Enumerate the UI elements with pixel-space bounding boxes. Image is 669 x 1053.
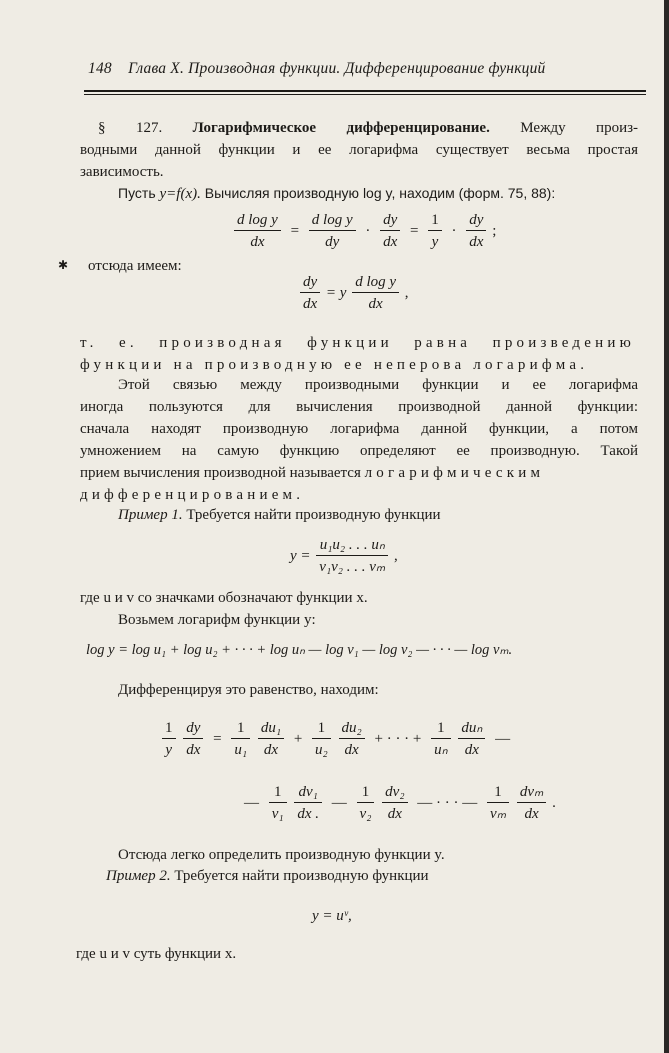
example-1-text: Требуется найти производную функции xyxy=(186,507,441,523)
denominator: v₁v₂ . . . vₘ xyxy=(319,559,386,575)
section-intro: Между произ- xyxy=(520,120,639,136)
equals-y: = y xyxy=(325,284,347,301)
margin-mark: ✱ xyxy=(58,258,69,272)
para2-line-4: умножением на самую функцию определяют ее производную. Такой xyxy=(80,443,638,459)
dot-operator: · xyxy=(365,222,371,239)
para2-line-1: Этой связью между производными функции и ее логарифма xyxy=(118,377,638,393)
example-2-label: Пример 2. xyxy=(106,868,171,884)
example-2-text: Требуется найти производную функции xyxy=(174,868,429,884)
closing-line: Отсюда легко определить производную функции y. xyxy=(118,847,445,863)
numerator: 1 xyxy=(428,210,442,231)
fraction xyxy=(312,718,331,761)
equation-end: . xyxy=(552,794,556,811)
para2-term-1: логарифмическим xyxy=(364,465,545,481)
para2-line-5 xyxy=(80,463,638,483)
equals-sign: = xyxy=(213,730,222,747)
example-1-intro xyxy=(118,505,441,525)
denominator: dx xyxy=(344,742,359,758)
formula-lhs: y = xyxy=(290,547,311,564)
numerator: 1 xyxy=(357,782,375,803)
fraction xyxy=(162,718,176,761)
denominator: v₁ xyxy=(271,806,284,822)
para2-line-5-lead: прием вычисления производной называется xyxy=(80,465,361,481)
fraction xyxy=(183,718,203,761)
paragraph-1 xyxy=(118,183,555,204)
fraction xyxy=(431,718,450,761)
example-1-take-log: Возьмем логарифм функции y: xyxy=(118,612,316,628)
fraction xyxy=(316,535,388,578)
numerator: dv₁ xyxy=(294,782,322,803)
numerator: 1 xyxy=(431,718,450,739)
fraction xyxy=(300,272,320,315)
equals-sign: = xyxy=(410,222,419,239)
numerator: du₂ xyxy=(339,718,365,739)
numerator: duₙ xyxy=(458,718,485,739)
denominator: dx xyxy=(464,742,479,758)
equation-2 xyxy=(298,272,409,315)
conclusion-line-1: т. е. производная функции равна произведению xyxy=(80,335,635,351)
equation-3 xyxy=(160,718,514,761)
denominator: uₙ xyxy=(434,742,448,758)
denominator: dx . xyxy=(297,806,320,822)
numerator: d log y xyxy=(309,210,356,231)
p1-rest: Вычисляя производную log y, находим (форм. 75, 88): xyxy=(204,185,556,201)
denominator: dx xyxy=(524,806,539,822)
equals-sign: = xyxy=(290,222,300,239)
equation-end: , xyxy=(404,284,409,301)
numerator: d log y xyxy=(234,210,281,231)
numerator: u₁u₂ . . . uₙ xyxy=(316,535,388,556)
numerator: dy xyxy=(183,718,203,739)
p1-formula: y=f(x). xyxy=(159,186,201,202)
denominator: u₂ xyxy=(315,742,328,758)
log-equation: log y = log u₁ + log u₂ + · · · + log uₙ — log v₁ — log v₂ — · · · — log vₘ. xyxy=(86,642,513,658)
numerator: du₁ xyxy=(258,718,284,739)
numerator: 1 xyxy=(269,782,287,803)
denominator: dx xyxy=(303,296,318,312)
running-header xyxy=(88,60,643,78)
numerator: 1 xyxy=(231,718,250,739)
hence-line: отсюда имеем: xyxy=(88,258,182,274)
fraction xyxy=(352,272,399,315)
denominator: y xyxy=(165,742,173,758)
denominator: vₘ xyxy=(490,806,507,822)
numerator: dy xyxy=(380,210,400,231)
numerator: 1 xyxy=(162,718,176,739)
equation-end: ; xyxy=(492,222,497,239)
fraction xyxy=(487,782,509,825)
fraction xyxy=(309,210,356,253)
denominator: v₂ xyxy=(359,806,372,822)
denominator: dy xyxy=(325,234,340,250)
numerator: dy xyxy=(300,272,320,293)
page-number: 148 xyxy=(88,60,112,77)
para2-line-3: сначала находят производную логарифма данной функции, а потом xyxy=(80,421,638,437)
para2-term-2: дифференцированием. xyxy=(80,487,305,503)
fraction xyxy=(339,718,365,761)
section-title: Логарифмическое дифференцирование. xyxy=(192,120,490,136)
numerator: dy xyxy=(466,210,486,231)
equation-4 xyxy=(240,782,556,825)
fraction xyxy=(382,782,407,825)
minus-sign: — xyxy=(495,730,511,747)
example-1-label: Пример 1. xyxy=(118,507,183,523)
equation-1 xyxy=(232,210,496,253)
denominator: dx xyxy=(387,806,402,822)
header-rule xyxy=(84,90,646,92)
example-1-formula xyxy=(290,535,398,578)
plus-sign: + xyxy=(293,730,303,747)
denominator: dx xyxy=(186,742,201,758)
denominator: dx xyxy=(469,234,484,250)
page-edge xyxy=(664,0,669,1053)
numerator: d log y xyxy=(352,272,399,293)
conclusion-line-2: функции на производную ее неперова логарифма. xyxy=(80,357,589,373)
numerator: dvₘ xyxy=(517,782,547,803)
numerator: 1 xyxy=(487,782,509,803)
fraction xyxy=(258,718,284,761)
fraction xyxy=(357,782,375,825)
minus-sign: — xyxy=(244,794,259,811)
fraction xyxy=(458,718,485,761)
section-heading-line xyxy=(98,118,638,138)
ellipsis-sum: + · · · + xyxy=(374,730,422,747)
dot-operator: · xyxy=(451,222,457,239)
fraction xyxy=(294,782,322,825)
p1-lead: Пусть xyxy=(118,185,156,201)
running-title: Глава X. Производная функции. Дифференцирование функций xyxy=(128,60,546,77)
denominator: dx xyxy=(383,234,398,250)
fraction xyxy=(380,210,400,253)
fraction xyxy=(269,782,287,825)
example-2-where: где u и v суть функции x. xyxy=(76,946,237,962)
example-2-formula: y = uᵛ, xyxy=(312,908,352,924)
section-number: § 127. xyxy=(98,120,163,136)
fraction xyxy=(466,210,486,253)
minus-sign: — xyxy=(331,794,347,811)
section-line-3: зависимость. xyxy=(80,164,164,180)
example-2-intro xyxy=(106,866,429,886)
denominator: dx xyxy=(368,296,383,312)
denominator: dx xyxy=(250,234,265,250)
ellipsis-difference: — · · · — xyxy=(417,794,478,811)
denominator: dx xyxy=(263,742,279,758)
fraction xyxy=(517,782,547,825)
section-line-2: водными данной функции и ее логарифма существует весьма простая xyxy=(80,142,638,158)
para2-line-2: иногда пользуются для вычисления производной данной функции: xyxy=(80,399,638,415)
fraction xyxy=(231,718,250,761)
header-rule-thin xyxy=(84,94,646,95)
numerator: dv₂ xyxy=(382,782,407,803)
denominator: u₁ xyxy=(234,742,248,758)
fraction xyxy=(428,210,442,253)
differentiate-text: Дифференцируя это равенство, находим: xyxy=(118,682,379,698)
example-1-where: где u и v со значками обозначают функции x. xyxy=(80,590,368,606)
fraction xyxy=(234,210,281,253)
numerator: 1 xyxy=(312,718,331,739)
denominator: y xyxy=(431,234,439,250)
formula-end: , xyxy=(394,547,398,564)
